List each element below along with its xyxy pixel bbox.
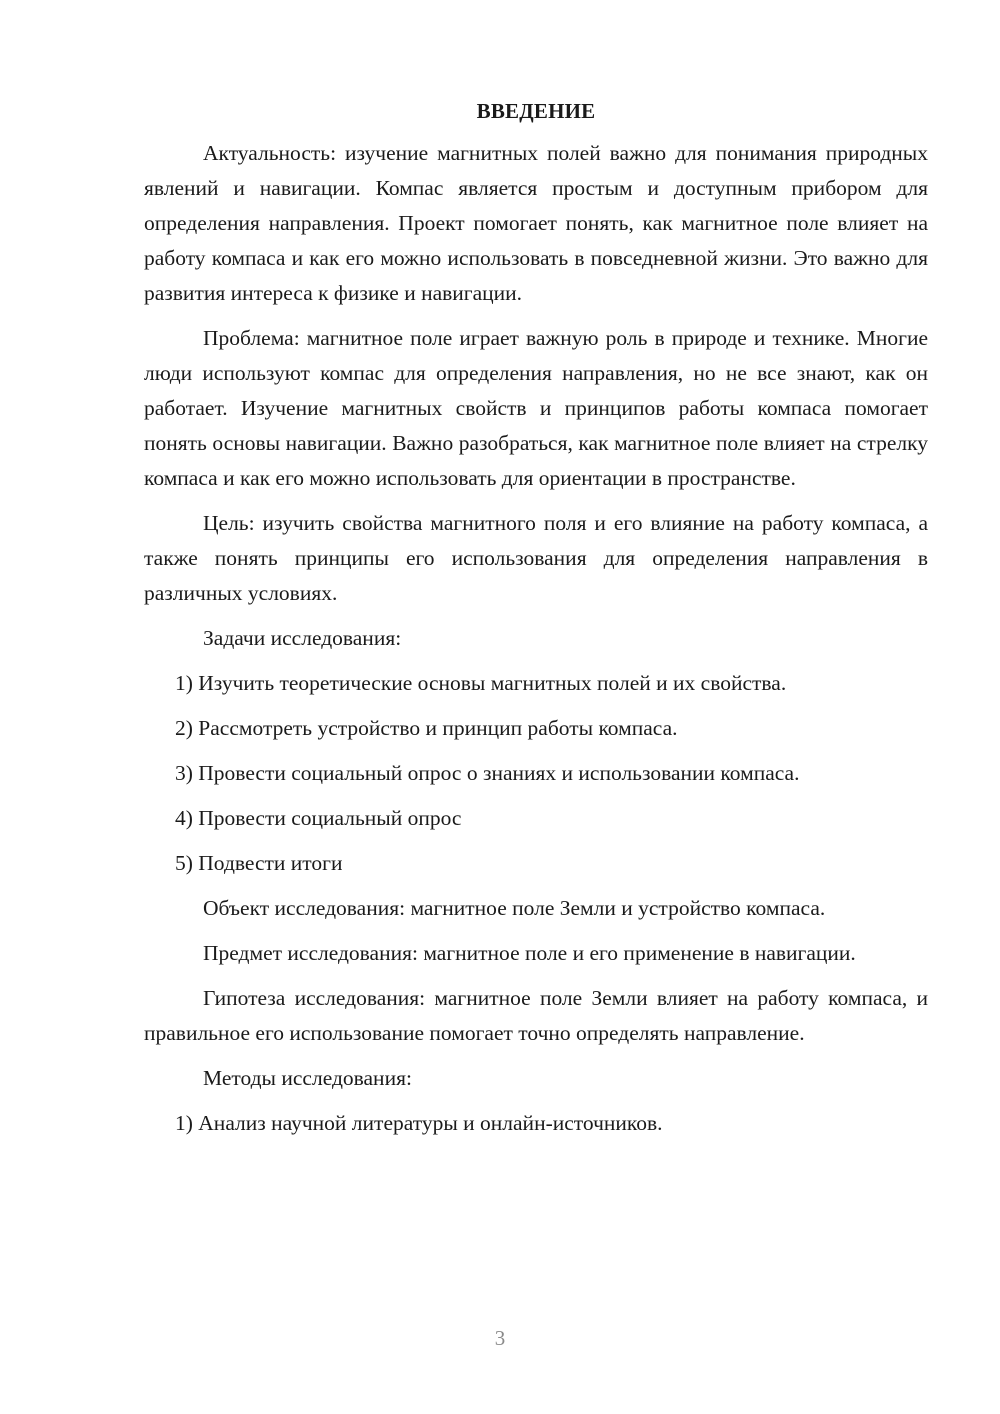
object-paragraph: Объект исследования: магнитное поле Земли и устройство компаса.: [203, 896, 826, 920]
problem-paragraph: Проблема: магнитное поле играет важную роль в природе и технике. Многие люди используют компас для определения направления, но не все знают, как он работает. Изучение магнитных свойств и принципов работы компаса помогает понять основы навигации. Важно разобраться, как магнитное поле влияет на стрелку компаса и как его можно использовать для ориентации в пространстве.: [144, 326, 928, 490]
task-item: 2) Рассмотреть устройство и принцип работы компаса.: [175, 716, 678, 740]
task-item: 4) Провести социальный опрос: [175, 806, 462, 830]
document-page: [144, 96, 928, 1141]
methods-list: [144, 1106, 928, 1141]
relevance-paragraph: Актуальность: изучение магнитных полей важно для понимания природных явлений и навигации. Компас является простым и доступным прибором для определения направления. Проект помогает понять, как магнитное поле влияет на работу компаса и как его можно использовать в повседневной жизни. Это важно для развития интереса к физике и навигации.: [144, 141, 928, 305]
task-item: 5) Подвести итоги: [175, 851, 343, 875]
tasks-list: [144, 666, 928, 881]
section-title: ВВЕДЕНИЕ: [476, 99, 596, 123]
subject-paragraph: Предмет исследования: магнитное поле и его применение в навигации.: [203, 941, 856, 965]
methods-heading: Методы исследования:: [203, 1066, 412, 1090]
hypothesis-paragraph: Гипотеза исследования: магнитное поле Земли влияет на работу компаса, и правильное его использование помогает точно определять направление.: [144, 986, 928, 1045]
task-item: 3) Провести социальный опрос о знаниях и использовании компаса.: [175, 761, 800, 785]
goal-paragraph: Цель: изучить свойства магнитного поля и его влияние на работу компаса, а также понять принципы его использования для определения направления в различных условиях.: [144, 511, 928, 605]
page-number: 3: [494, 1326, 506, 1350]
task-item: 1) Изучить теоретические основы магнитных полей и их свойства.: [175, 671, 787, 695]
tasks-heading: Задачи исследования:: [203, 626, 402, 650]
method-item: 1) Анализ научной литературы и онлайн-источников.: [175, 1111, 663, 1135]
